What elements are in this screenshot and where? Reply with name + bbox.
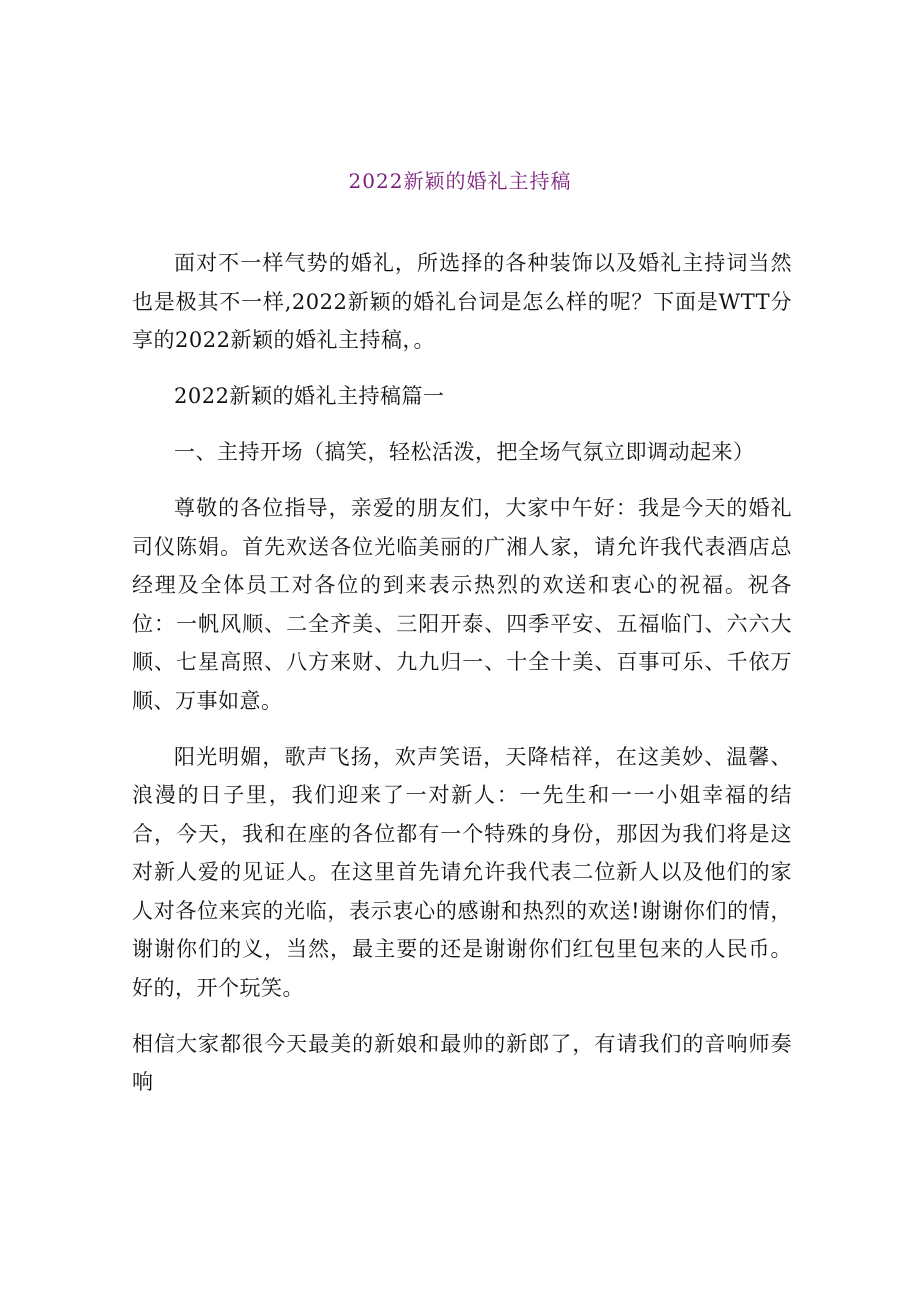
section-heading: 2022新颖的婚礼主持稿篇一 [174, 384, 445, 408]
paragraph-welcome: 阳光明媚，歌声飞扬，欢声笑语，天降桔祥，在这美妙、温馨、浪漫的日子里，我们迎来了一对新人：一先生和一一小姐幸福的结合，今天，我和在座的各位都有一个特殊的身份，那因为我们将是这对新人爱的见证人。在这里首先请允许我代表二位新人以及他们的家人对各位来宾的光临，表示衷心的感谢和热烈的欢送!谢谢你们的情，谢谢你们的义，当然，最主要的还是谢谢你们红包里包来的人民币。好的，开个玩笑。 [132, 744, 792, 1000]
paragraph-intro: 面对不一样气势的婚礼，所选择的各种装饰以及婚礼主持词当然也是极其不一样,2022新颖的婚礼台词是怎么样的呢？下面是WTT分享的2022新颖的婚礼主持稿，。 [132, 251, 792, 352]
document-title: 2022新颖的婚礼主持稿 [348, 169, 572, 193]
subsection-heading: 一、主持开场（搞笑，轻松活泼，把全场气氛立即调动起来） [174, 440, 755, 464]
document-body [132, 244, 792, 1119]
paragraph-continuation: 相信大家都很今天最美的新娘和最帅的新郎了，有请我们的音响师奏响 [132, 1031, 792, 1094]
paragraph-greeting: 尊敬的各位指导，亲爱的朋友们，大家中午好：我是今天的婚礼司仪陈娟。首先欢送各位光临美丽的广湘人家，请允许我代表酒店总经理及全体员工对各位的到来表示热烈的欢送和衷心的祝福。祝各位：一帆风顺、二全齐美、三阳开泰、四季平安、五福临门、六六大顺、七星高照、八方来财、九九归一、十全十美、百事可乐、千依万顺、万事如意。 [132, 496, 792, 713]
